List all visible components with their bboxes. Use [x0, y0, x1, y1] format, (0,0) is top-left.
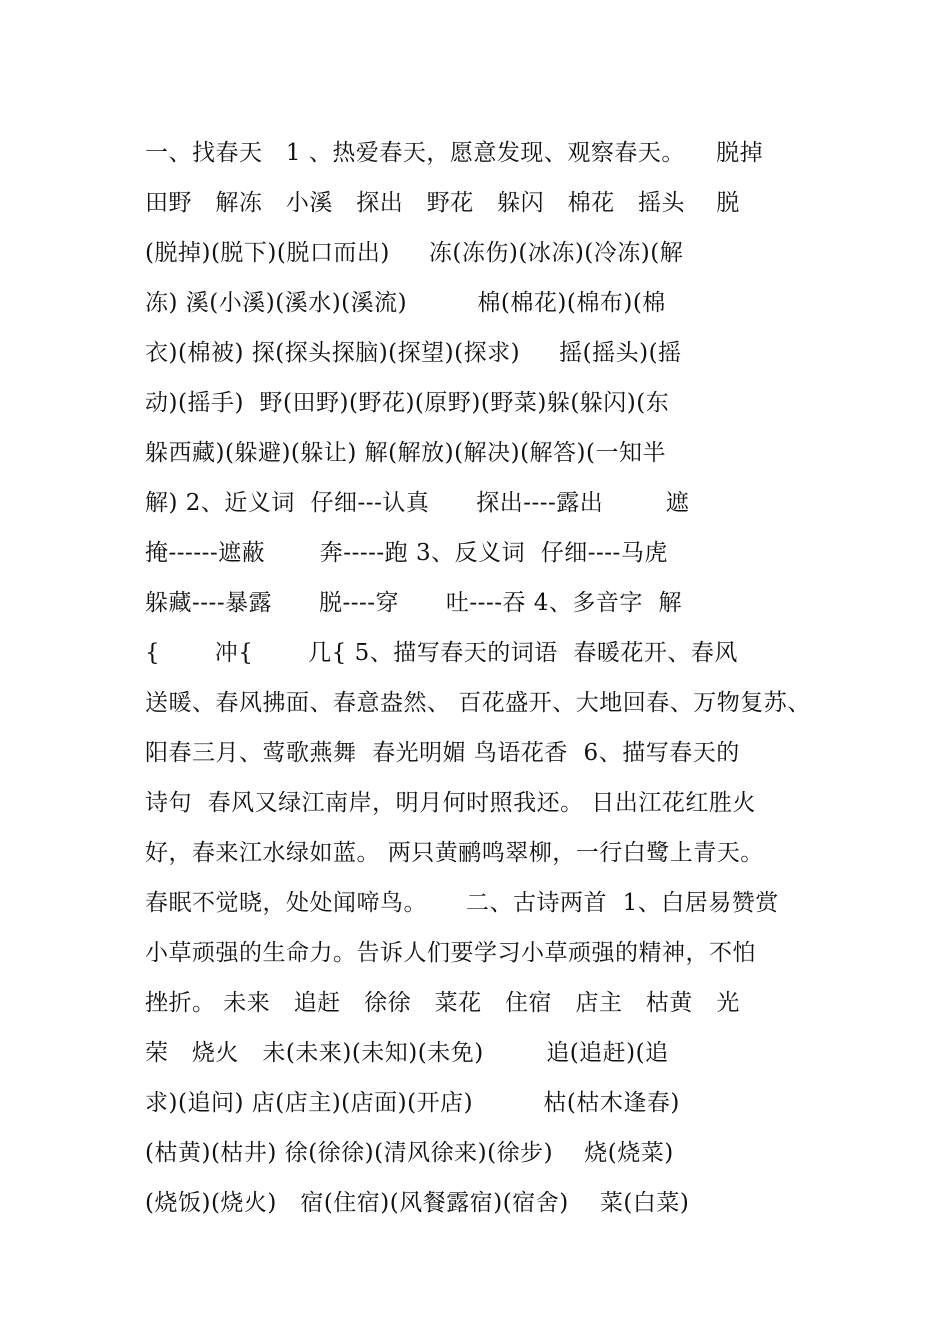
text-line-7: 躲西藏)(躲避)(躲让) 解(解放)(解决)(解答)(一知半 — [145, 440, 666, 466]
text-line-21: (枯黄)(枯井) 徐(徐徐)(清风徐来)(徐步) 烧(烧菜) — [145, 1140, 674, 1166]
text-line-15: 好，春来江水绿如蓝。 两只黄鹂鸣翠柳，一行白鹭上青天。 — [145, 840, 764, 866]
text-line-3: (脱掉)(脱下)(脱口而出) 冻(冻伤)(冰冻)(冷冻)(解 — [145, 240, 684, 266]
text-line-11: { 冲{ 几{ 5、描写春天的词语 春暖花开、春风 — [145, 640, 738, 666]
text-line-8: 解) 2、近义词 仔细---认真 探出----露出 遮 — [145, 490, 690, 516]
text-line-4: 冻) 溪(小溪)(溪水)(溪流) 棉(棉花)(棉布)(棉 — [145, 290, 666, 316]
text-line-13: 阳春三月、莺歌燕舞 春光明媚 鸟语花香 6、描写春天的 — [145, 740, 740, 766]
text-line-22: (烧饭)(烧火) 宿(住宿)(风餐露宿)(宿舍) 菜(白菜) — [145, 1190, 690, 1216]
text-line-1: 一、找春天 1 、热爱春天，愿意发现、观察春天。 脱掉 — [145, 140, 764, 166]
document-body — [145, 128, 835, 1228]
text-line-17: 小草顽强的生命力。告诉人们要学习小草顽强的精神，不怕 — [145, 940, 756, 966]
text-line-20: 求)(追问) 店(店主)(店面)(开店) 枯(枯木逢春) — [145, 1090, 680, 1116]
text-line-12: 送暖、春风拂面、春意盎然、 百花盛开、大地回春、万物复苏、 — [145, 690, 811, 716]
text-line-16: 春眠不觉晓，处处闻啼鸟。 二、古诗两首 1、白居易赞赏 — [145, 890, 779, 916]
text-line-2: 田野 解冻 小溪 探出 野花 躲闪 棉花 摇头 脱 — [145, 190, 740, 216]
text-line-6: 动)(摇手) 野(田野)(野花)(原野)(野菜)躲(躲闪)(东 — [145, 390, 670, 416]
text-line-10: 躲藏----暴露 脱----穿 吐----吞 4、多音字 解 — [145, 590, 683, 616]
text-line-18: 挫折。 未来 追赶 徐徐 菜花 住宿 店主 枯黄 光 — [145, 990, 740, 1016]
text-line-5: 衣)(棉被) 探(探头探脑)(探望)(探求) 摇(摇头)(摇 — [145, 340, 682, 366]
text-line-19: 荣 烧火 未(未来)(未知)(未免) 追(追赶)(追 — [145, 1040, 669, 1066]
text-line-9: 掩------遮蔽 奔-----跑 3、反义词 仔细----马虎 — [145, 540, 668, 566]
text-line-14: 诗句 春风又绿江南岸，明月何时照我还。 日出江花红胜火 — [145, 790, 756, 816]
